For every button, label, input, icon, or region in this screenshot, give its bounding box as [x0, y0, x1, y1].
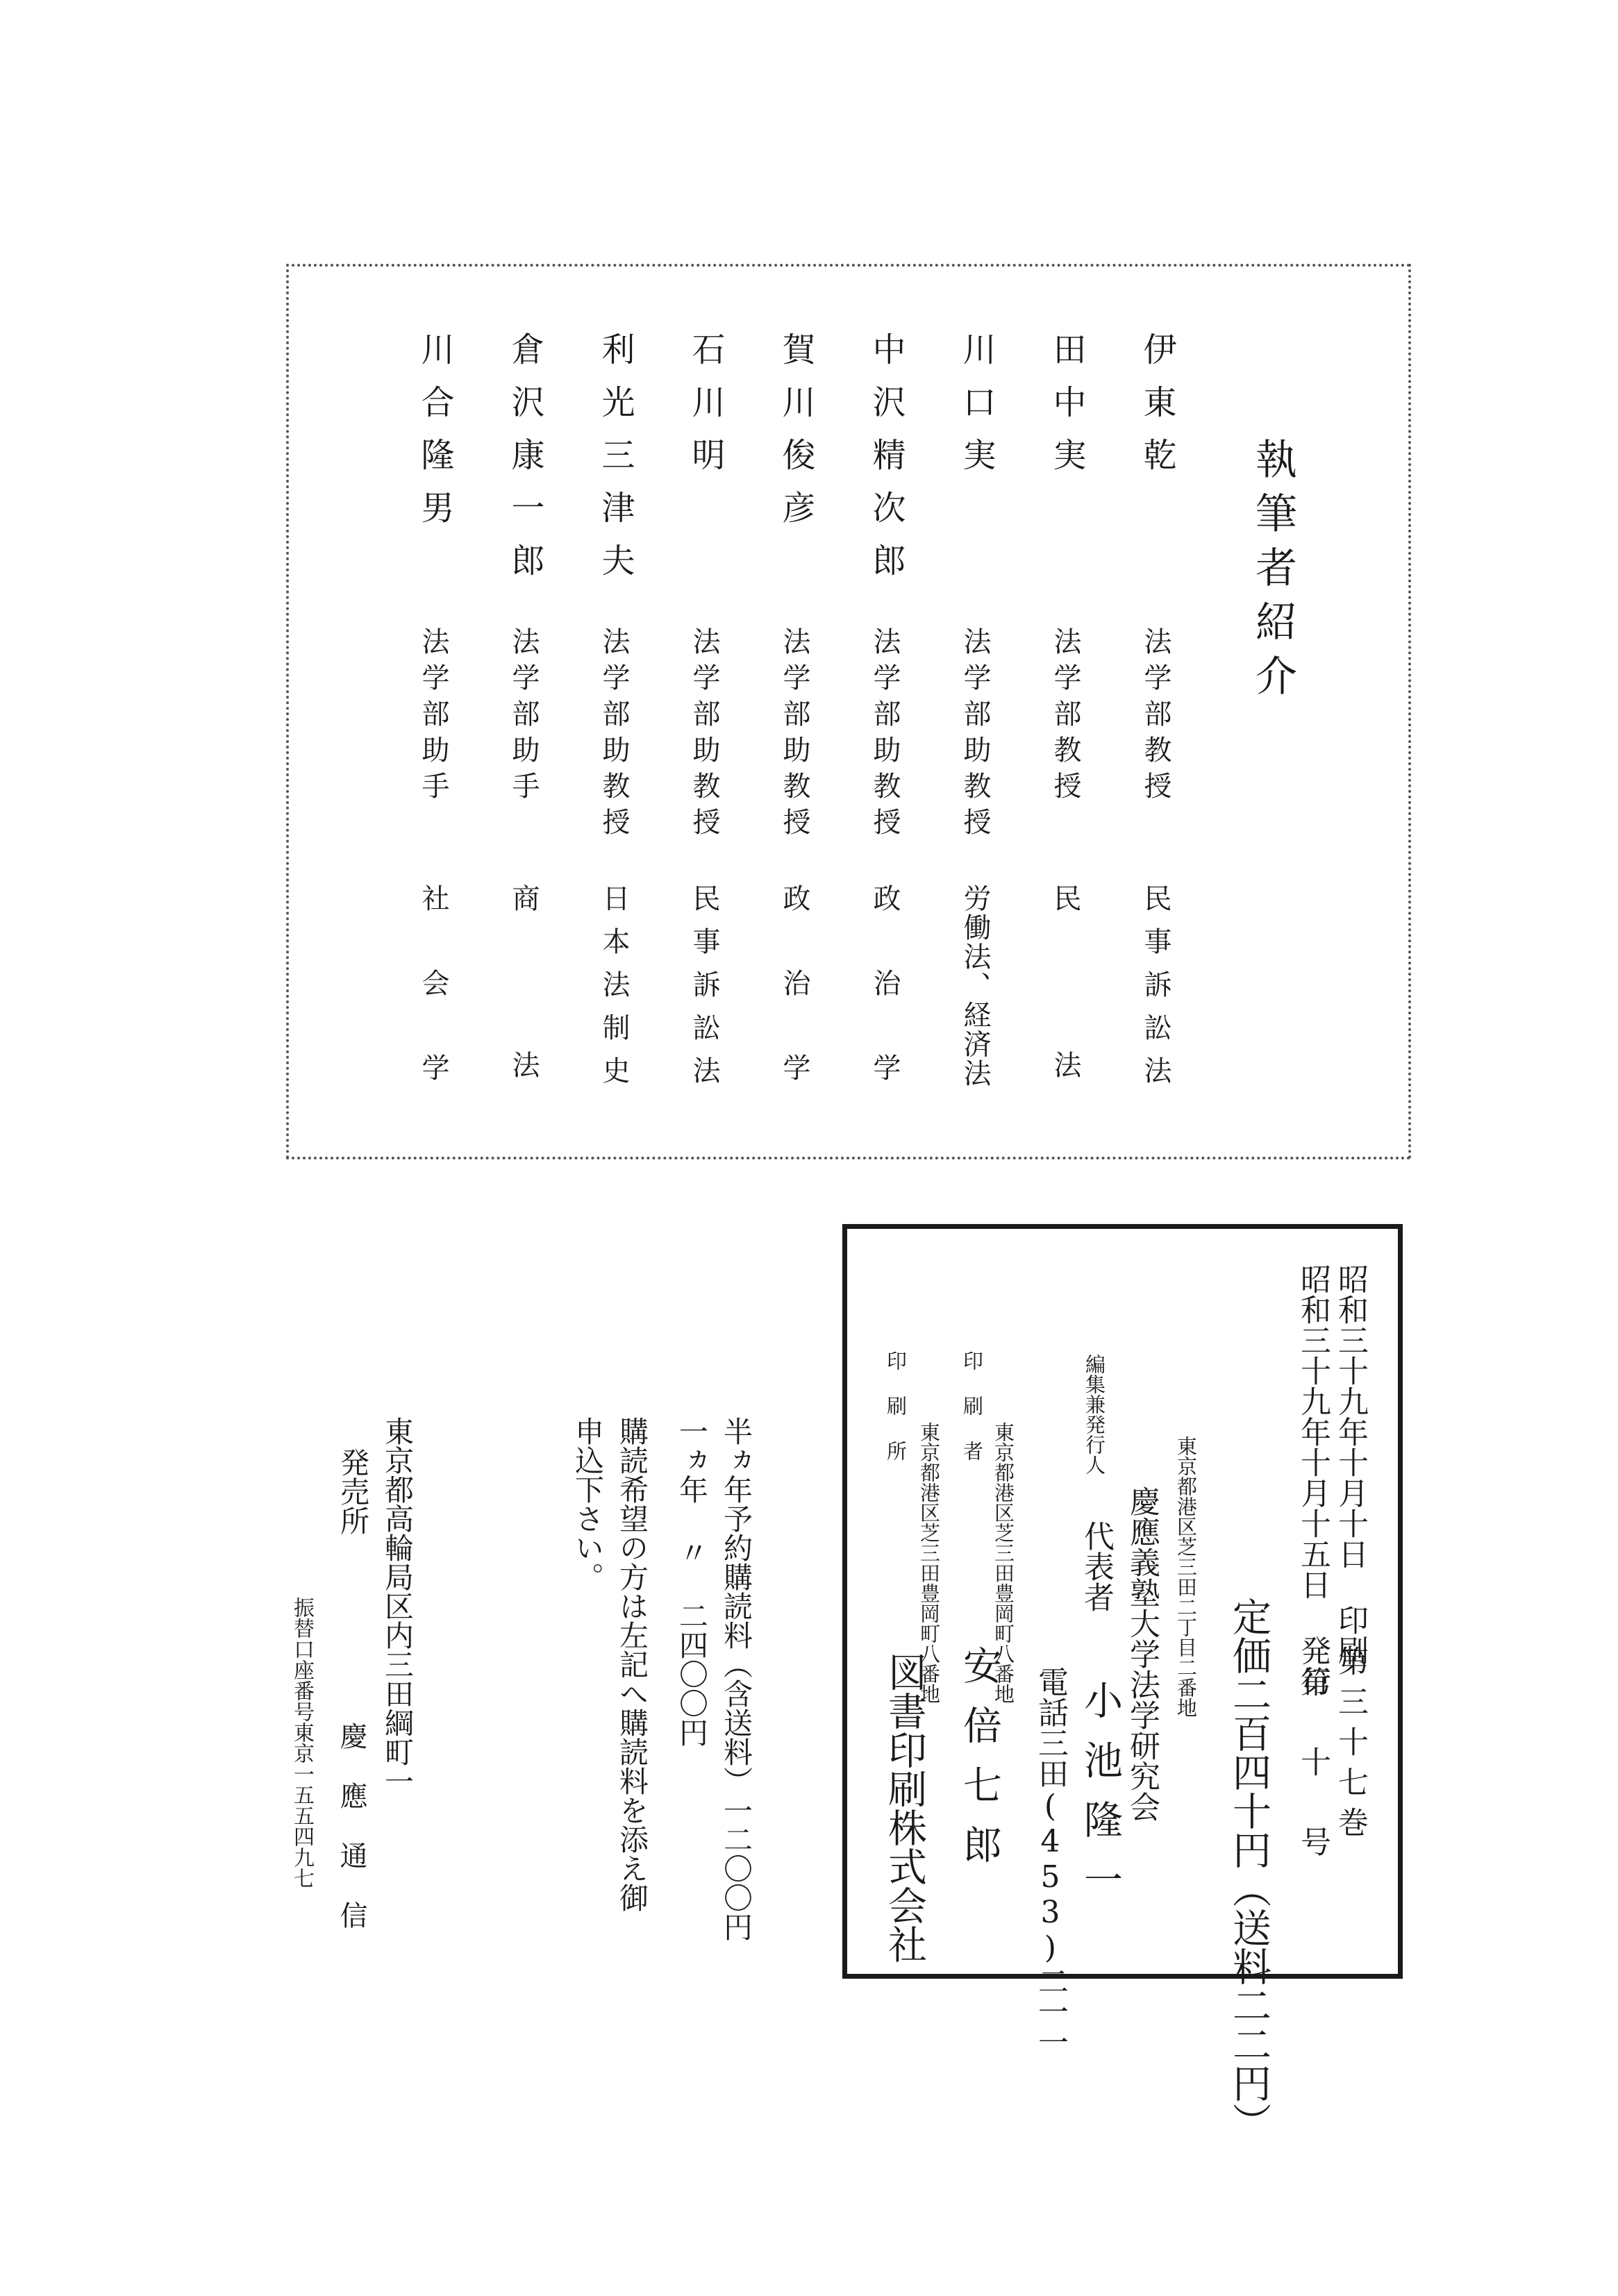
- editor-organization: 慶應義塾大学法学研究会: [1124, 1486, 1160, 1822]
- distributor-name: 慶應通信: [335, 1722, 367, 1961]
- author-subject: 日本法制史: [598, 884, 630, 1099]
- distributor-address: 東京都高輪局区内三田綱町一: [381, 1416, 415, 1795]
- print-date: 昭和三十九年十月十日 印刷: [1333, 1264, 1368, 1666]
- author-name: 倉沢康一郎: [506, 332, 544, 596]
- author-name: 川合隆男: [415, 332, 454, 543]
- printer-name: 安倍七郎: [957, 1645, 1002, 1884]
- author-entry: [1108, 332, 1191, 1109]
- author-position: 法学部教授: [1140, 627, 1171, 807]
- subscription-note-2: 申込下さい。: [571, 1416, 605, 1591]
- price: 定価二百四十円（送料二二円）: [1226, 1597, 1271, 2141]
- author-name: 伊東乾: [1137, 332, 1176, 490]
- author-entry: [747, 332, 830, 1138]
- author-subject: 社会学: [417, 884, 449, 1138]
- printshop-address: 東京都港区芝三田豊岡町八番地: [917, 1422, 941, 1704]
- printshop-label: 印刷所: [884, 1350, 908, 1486]
- author-entry: [476, 332, 559, 1217]
- author-subject: 民法: [1049, 884, 1081, 1217]
- author-entry: [1017, 332, 1101, 1217]
- subscription-note-1: 購読希望の方は左記へ購読料を添え御: [615, 1416, 649, 1912]
- author-entry: [656, 332, 740, 1109]
- author-subject: 労働法、経済法: [959, 884, 991, 1088]
- distributor-label: 発売所: [336, 1448, 370, 1535]
- author-position: 法学部助教授: [778, 627, 810, 844]
- printer-address: 東京都港区芝三田豊岡町八番地: [992, 1422, 1015, 1704]
- author-name: 利光三津夫: [596, 332, 635, 596]
- issue-number: 第 十 号: [1295, 1666, 1331, 1863]
- author-position: 法学部助教授: [959, 627, 991, 844]
- author-subject: 商法: [508, 884, 540, 1217]
- author-name: 石川明: [686, 332, 725, 490]
- subscription-half-year: 半ヵ年予約購読料（含送料）一二〇〇円: [719, 1416, 753, 1941]
- representative-title: 代表者: [1078, 1520, 1114, 1612]
- phone-number: 電話三田(453)二一一: [1033, 1666, 1068, 2057]
- author-subject: 民事訴訟法: [688, 884, 720, 1099]
- issue-date: 昭和三十九年十月十五日 発行: [1295, 1264, 1331, 1696]
- subscription-one-year: 一ヵ年 〃 二四〇〇円: [675, 1416, 709, 1747]
- author-position: 法学部助教授: [688, 627, 720, 844]
- volume-number: 第三十七巻: [1333, 1645, 1368, 1847]
- author-name: 賀川俊彦: [776, 332, 815, 543]
- author-position: 法学部助手: [508, 627, 540, 807]
- author-position: 法学部助教授: [869, 627, 901, 844]
- author-position: 法学部教授: [1049, 627, 1081, 807]
- author-subject: 政治学: [869, 884, 901, 1138]
- author-entry: [927, 332, 1010, 1109]
- author-subject: 政治学: [778, 884, 810, 1138]
- representative-name: 小池隆一: [1078, 1680, 1123, 1919]
- author-entry: [837, 332, 920, 1138]
- printshop-name: 図書印刷株式会社: [882, 1652, 927, 1963]
- editor-address: 東京都港区芝三田二丁目二番地: [1174, 1436, 1198, 1718]
- author-subject: 民事訴訟法: [1140, 884, 1171, 1099]
- printer-label: 印刷者: [960, 1350, 984, 1486]
- author-name: 川口実: [957, 332, 996, 490]
- author-position: 法学部助手: [417, 627, 449, 807]
- author-position: 法学部助教授: [598, 627, 630, 844]
- author-entry: [566, 332, 649, 1109]
- author-intro-heading: 執筆者紹介: [1249, 437, 1297, 708]
- author-name: 田中実: [1047, 332, 1086, 490]
- author-name: 中沢精次郎: [867, 332, 906, 596]
- editor-label: 編集兼発行人: [1083, 1354, 1106, 1475]
- author-entry: [385, 332, 469, 1138]
- distributor-account: 振替口座番号東京一五五四九七: [290, 1597, 314, 1888]
